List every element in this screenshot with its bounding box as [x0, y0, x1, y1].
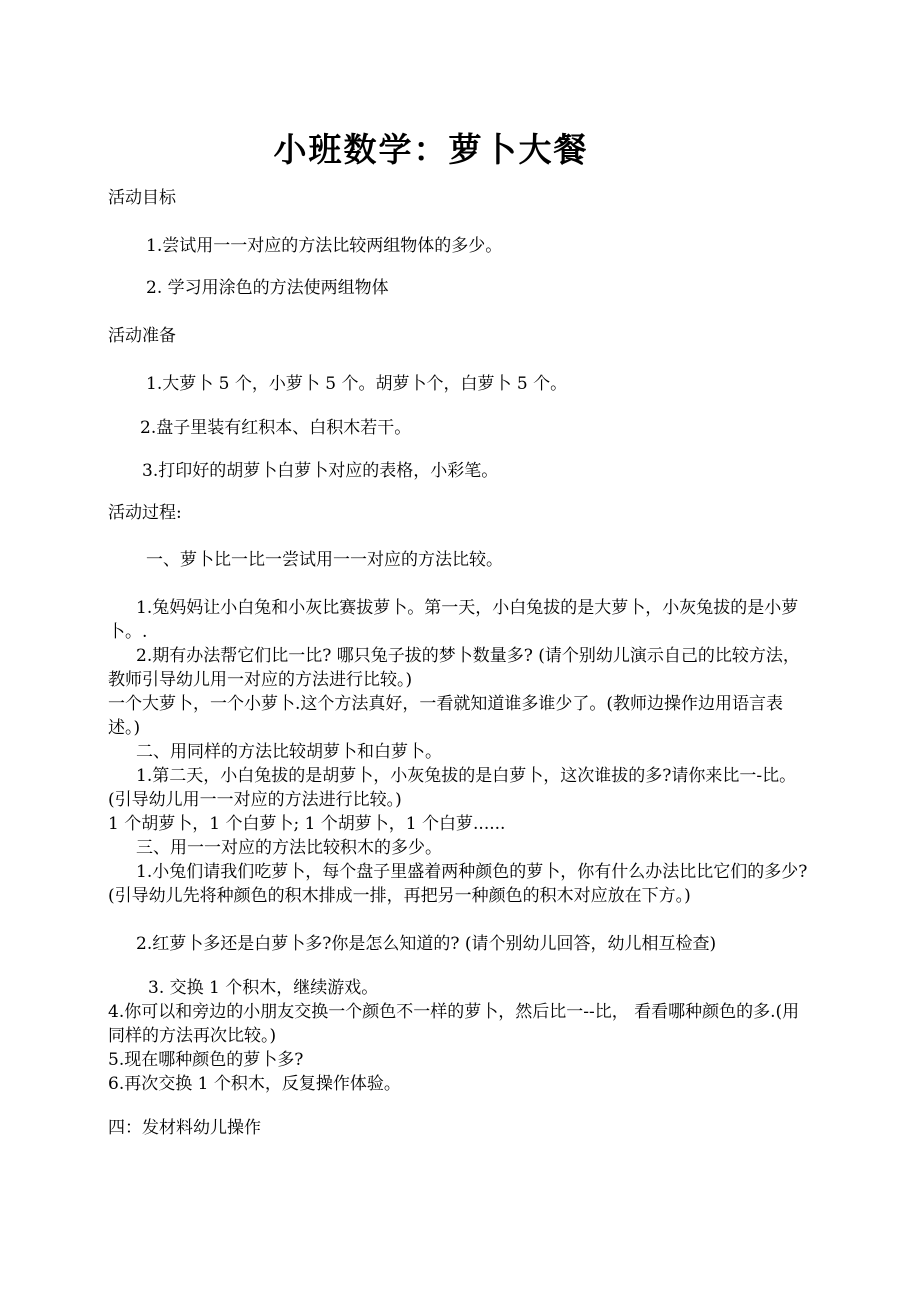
part3-paragraph-6: 6.再次交换 1 个积木，反复操作体验。: [108, 1074, 401, 1094]
part3-paragraph-2: 2.红萝卜多还是白萝卜多?你是怎么知道的? (请个别幼儿回答，幼儿相互检查): [136, 934, 717, 954]
part3-heading: 三、用一一对应的方法比较积木的多少。: [136, 838, 442, 858]
part4-heading: 四：发材料幼儿操作: [108, 1118, 261, 1138]
part3-paragraph-1: 1.小兔们请我们吃萝卜，每个盘子里盛着两种颜色的萝卜，你有什么办法比比它们的多少? (引导幼儿先将种颜色的积木排成一排，再把另一种颜色的积木对应放在下方。): [108, 862, 808, 906]
part3-paragraph-3: 3. 交换 1 个积木，继续游戏。: [148, 978, 379, 998]
prep-item-3: 3.打印好的胡萝卜白萝卜对应的表格，小彩笔。: [142, 461, 499, 481]
part1-paragraph-1: 1.兔妈妈让小白兔和小灰比赛拔萝卜。第一天，小白兔拔的是大萝卜，小灰兔拔的是小萝卜。.: [108, 598, 799, 642]
goals-heading: 活动目标: [108, 188, 176, 208]
prep-heading: 活动准备: [108, 326, 176, 346]
part3-paragraph-4: 4.你可以和旁边的小朋友交换一个颜色不一样的萝卜，然后比一--比， 看看哪种颜色的多.(用同样的方法再次比较。): [108, 1002, 800, 1046]
part1-heading: 一、萝卜比一比一尝试用一一对应的方法比较。: [146, 550, 503, 570]
goal-item-1: 1.尝试用一一对应的方法比较两组物体的多少。: [146, 236, 503, 256]
page-title: 小班数学：萝卜大餐: [273, 130, 589, 169]
part1-paragraph-3: 一个大萝卜，一个小萝卜.这个方法真好，一看就知道谁多谁少了。(教师边操作边用语言表述。): [108, 694, 784, 738]
part3-paragraph-5: 5.现在哪种颜色的萝卜多?: [108, 1050, 304, 1070]
prep-item-2: 2.盘子里装有红积本、白积木若干。: [140, 418, 412, 438]
part2-heading: 二、用同样的方法比较胡萝卜和白萝卜。: [136, 742, 442, 762]
goal-item-2: 2. 学习用涂色的方法使两组物体: [146, 278, 389, 298]
part2-paragraph-2: 1 个胡萝卜，1 个白萝卜; 1 个胡萝卜，1 个白萝......: [108, 814, 506, 834]
prep-item-1: 1.大萝卜 5 个，小萝卜 5 个。胡萝卜个，白萝卜 5 个。: [146, 374, 568, 394]
part2-paragraph-1: 1.第二天，小白兔拔的是胡萝卜，小灰兔拔的是白萝卜，这次谁拔的多?请你来比一-比。 (引导幼儿用一一对应的方法进行比较。): [108, 766, 797, 810]
process-heading: 活动过程:: [108, 503, 182, 523]
part1-paragraph-2: 2.期有办法帮它们比一比? 哪只兔子拔的梦卜数量多? (请个别幼儿演示自己的比较方法，教师引导幼儿用一对应的方法进行比较。): [108, 646, 800, 690]
